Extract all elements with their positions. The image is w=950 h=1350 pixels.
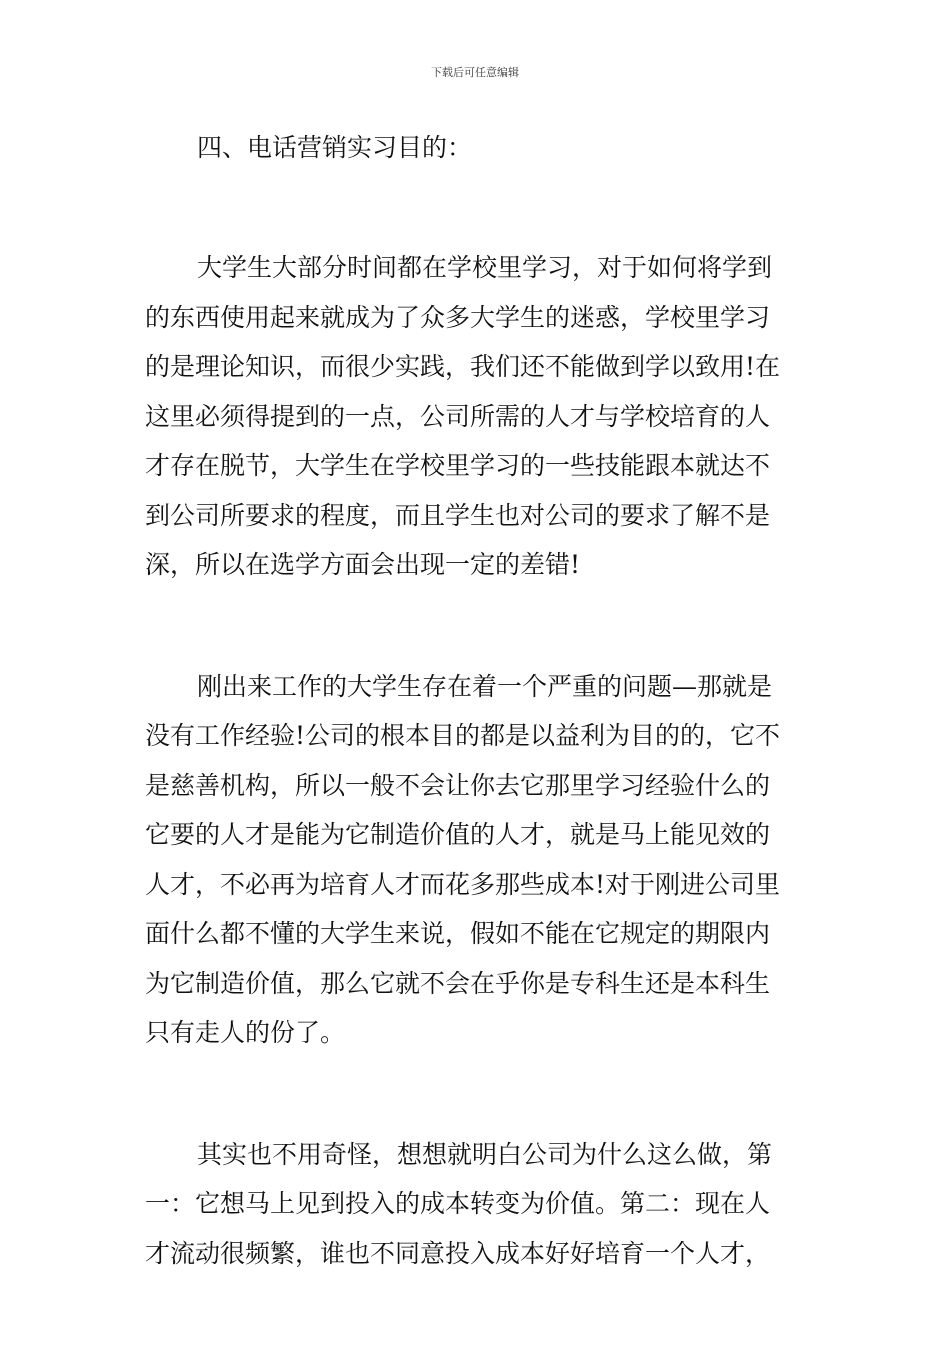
paragraph-line: 才流动很频繁，谁也不同意投入成本好好培育一个人才，	[145, 1238, 771, 1268]
paragraph-line: 其实也不用奇怪，想想就明白公司为什么这么做，第	[197, 1139, 773, 1169]
paragraph-line: 大学生大部分时间都在学校里学习，对于如何将学到	[197, 253, 773, 282]
paragraph-3	[145, 1130, 810, 1279]
paragraph-1	[145, 243, 810, 590]
paragraph-line: 没有工作经验!公司的根本目的都是以益利为目的的，它不	[145, 721, 781, 750]
paragraph-line: 是慈善机构，所以一般不会让你去它那里学习经验什么的	[145, 770, 771, 800]
document-body	[145, 130, 810, 1350]
paragraph-line: 到公司所要求的程度，而且学生也对公司的要求了解不是	[145, 500, 771, 530]
paragraph-line: 刚出来工作的大学生存在着一个严重的问题—那就是	[197, 671, 773, 701]
section-heading: 四、电话营销实习目的：	[197, 133, 473, 162]
paragraph-line: 只有走人的份了。	[145, 1018, 346, 1047]
paragraph-line: 为它制造价值，那么它就不会在乎你是专科生还是本科生	[145, 968, 771, 998]
paragraph-line: 这里必须得提到的一点，公司所需的人才与学校培育的人	[145, 401, 771, 431]
paragraph-2	[145, 662, 810, 1058]
paragraph-line: 才存在脱节，大学生在学校里学习的一些技能跟本就达不	[145, 451, 771, 480]
paragraph-line: 的是理论知识，而很少实践，我们还不能做到学以致用!在	[145, 352, 781, 381]
paragraph-line: 面什么都不懂的大学生来说，假如不能在它规定的期限内	[145, 919, 771, 948]
paragraph-line: 人才，不必再为培育人才而花多那些成本!对于刚进公司里	[145, 869, 781, 899]
paragraph-line: 深，所以在选学方面会出现一定的差错!	[145, 550, 581, 579]
paragraph-line: 一：它想马上见到投入的成本转变为价值。第二：现在人	[145, 1189, 771, 1218]
paragraph-line: 它要的人才是能为它制造价值的人才，就是马上能见效的	[145, 820, 771, 849]
paragraph-line: 的东西使用起来就成为了众多大学生的迷惑，学校里学习	[145, 302, 771, 332]
header-note: 下载后可任意编辑	[431, 66, 519, 79]
